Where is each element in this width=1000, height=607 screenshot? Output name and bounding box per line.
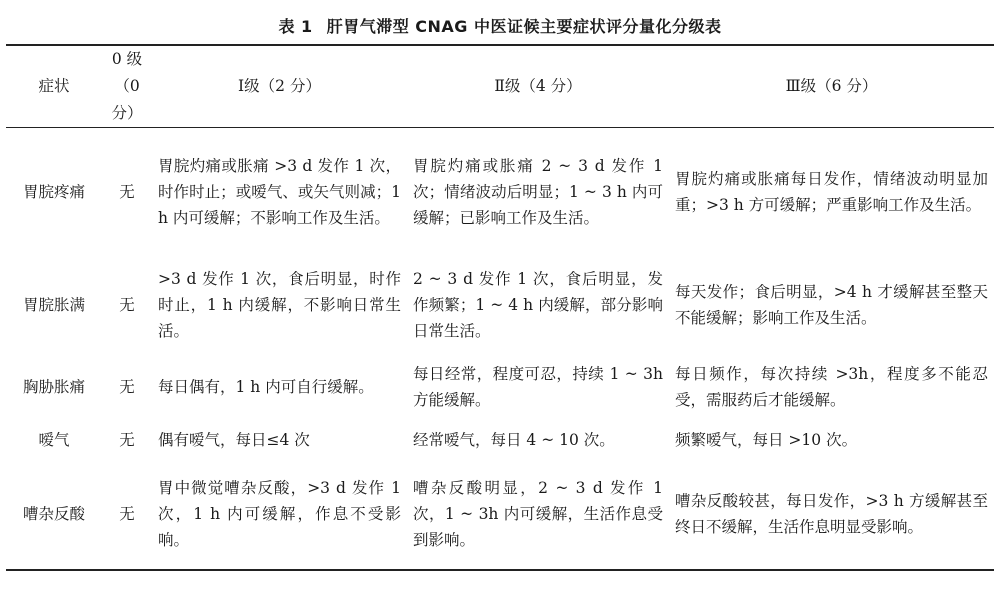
header-grade-0-score: （0 分） bbox=[111, 77, 143, 122]
table-row bbox=[6, 460, 994, 570]
grade-2-cell: 2 ~ 3 d 发作 1 次，食后明显，发作频繁；1 ~ 4 h 内缓解，部分影响日常生活。 bbox=[413, 269, 663, 340]
header-grade-0 bbox=[102, 45, 152, 128]
grade-1-cell: 胃中微觉嘈杂反酸，>3 d 发作 1 次，1 h 内可缓解，作息不受影响。 bbox=[158, 479, 401, 549]
grade-0-cell: 无 bbox=[119, 505, 135, 523]
grade-1-cell: 偶有嗳气，每日≤4 次 bbox=[158, 430, 310, 449]
grade-3-cell: 嘈杂反酸较甚，每日发作，>3 h 方缓解甚至终日不缓解，生活作息明显受影响。 bbox=[675, 492, 988, 536]
header-grade-2: Ⅱ级（4 分） bbox=[407, 45, 669, 128]
table-row bbox=[6, 420, 994, 460]
header-symptom: 症状 bbox=[6, 45, 102, 128]
symptom-cell: 胸胁胀痛 bbox=[22, 377, 85, 396]
table-row bbox=[6, 128, 994, 256]
grade-0-cell: 无 bbox=[119, 295, 135, 314]
table-title: 肝胃气滞型 CNAG 中医证候主要症状评分量化分级表 bbox=[326, 17, 722, 36]
symptom-cell: 嗳气 bbox=[38, 430, 70, 449]
grade-1-cell: 每日偶有，1 h 内可自行缓解。 bbox=[158, 377, 374, 396]
symptom-cell: 胃脘胀满 bbox=[22, 295, 85, 314]
table-row bbox=[6, 256, 994, 354]
grade-3-cell: 频繁嗳气，每日 >10 次。 bbox=[675, 430, 858, 449]
header-grade-3: Ⅲ级（6 分） bbox=[669, 45, 994, 128]
symptom-grading-table bbox=[6, 44, 994, 571]
table-caption bbox=[0, 14, 1000, 37]
table-row bbox=[6, 354, 994, 420]
table-number: 表 1 bbox=[278, 17, 313, 36]
grade-3-cell: 胃脘灼痛或胀痛每日发作，情绪波动明显加重；>3 h 方可缓解；严重影响工作及生活。 bbox=[675, 169, 988, 214]
grade-2-cell: 经常嗳气，每日 4 ~ 10 次。 bbox=[413, 430, 615, 449]
grade-1-cell: 胃脘灼痛或胀痛 >3 d 发作 1 次，时作时止；或嗳气、或矢气则减；1 h 内可缓解；不影响工作及生活。 bbox=[158, 156, 401, 227]
symptom-cell: 嘈杂反酸 bbox=[22, 505, 85, 523]
symptom-cell: 胃脘疼痛 bbox=[22, 182, 85, 201]
header-row bbox=[6, 45, 994, 128]
grade-1-cell: >3 d 发作 1 次，食后明显，时作时止，1 h 内缓解，不影响日常生活。 bbox=[158, 269, 401, 340]
grade-3-cell: 每天发作；食后明显，>4 h 才缓解甚至整天不能缓解；影响工作及生活。 bbox=[675, 282, 988, 327]
header-grade-0-label: 0 级 bbox=[111, 50, 143, 68]
grade-0-cell: 无 bbox=[119, 182, 135, 201]
grade-2-cell: 胃脘灼痛或胀痛 2 ~ 3 d 发作 1 次；情绪波动后明显；1 ~ 3 h 内可缓解；已影响工作及生活。 bbox=[413, 156, 663, 227]
grade-0-cell: 无 bbox=[119, 377, 135, 396]
grade-3-cell: 每日频作，每次持续 >3h，程度多不能忍受，需服药后才能缓解。 bbox=[675, 364, 988, 409]
header-grade-1: Ⅰ级（2 分） bbox=[152, 45, 407, 128]
grade-2-cell: 每日经常，程度可忍，持续 1 ~ 3h 方能缓解。 bbox=[413, 364, 663, 409]
grade-0-cell: 无 bbox=[119, 430, 135, 449]
grade-2-cell: 嘈杂反酸明显，2 ~ 3 d 发作 1 次，1 ~ 3h 内可缓解，生活作息受到影响。 bbox=[413, 479, 663, 549]
